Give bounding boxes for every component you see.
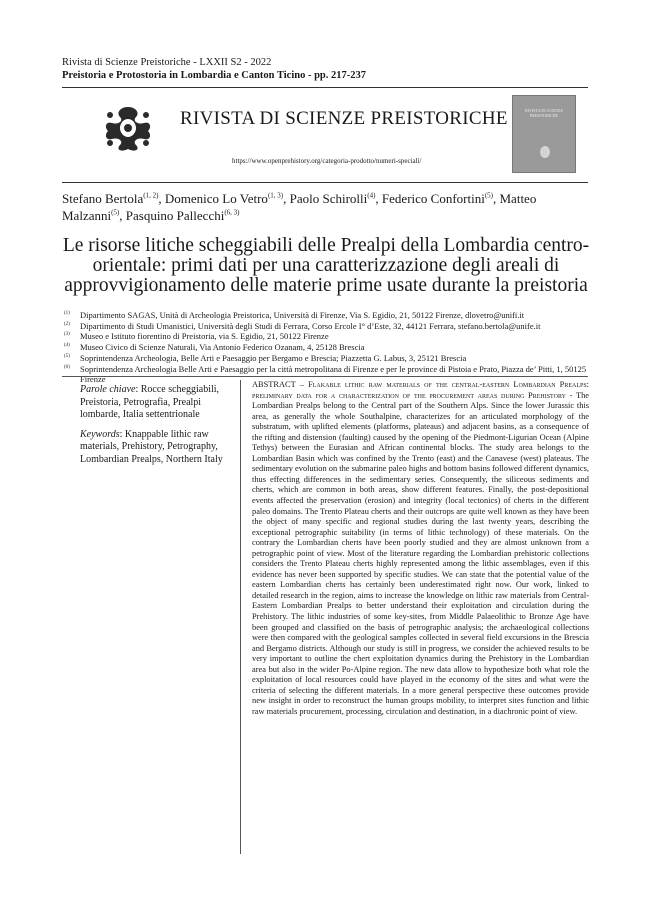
journal-issue-line: Rivista di Scienze Preistoriche - LXXII S2 - 2022 <box>62 57 272 68</box>
journal-masthead-title: RIVISTA DI SCIENZE PREISTORICHE <box>180 108 508 129</box>
abstract-heading: Flakable lithic raw materials of the central-eastern Lombardian Prealps: preliminary data for a characterization of the procurement areas during Prehistory <box>252 380 589 400</box>
italian-keywords: Parole chiave: Rocce scheggiabili, Preistoria, Petrografia, Prealpi lombarde, Italia settentrionale <box>80 384 220 420</box>
affiliation-item: (6) Soprintendenza Archeologia Belle Arti e Paesaggio per la città metropolitana di Firenze e per le province di Pistoia e Prato, Piazza de’ Pitti, 1, 50125 Firenze <box>64 363 587 385</box>
journal-logo-icon <box>100 103 156 153</box>
masthead-divider <box>62 182 588 183</box>
journal-url[interactable]: https://www.openprehistory.org/categoria-prodotto/numeri-speciali/ <box>232 157 422 165</box>
article-title: Le risorse litiche scheggiabili delle Prealpi della Lombardia centro-orientale: primi dati per una caratterizzazione degli areali di approvvigionamento delle materie prime usate durante la preistoria <box>62 235 590 296</box>
column-divider <box>240 380 241 854</box>
author: Domenico Lo Vetro$^{(1, 3)}$, <box>164 191 290 206</box>
abstract: ABSTRACT – Flakable lithic raw materials of the central-eastern Lombardian Prealps: preliminary data for a characterization of the procurement areas during Prehistory - The Lombardian Prealps belong to the Central part of the Southern Alps. Since the lower Jurassic this area, as generally the whole Southalpine, characterizes for an articulated morphology of the substratum, with uplifted elements (platforms, plateaus) and adjacent basins, as a consequence of the rifting and distension (faulting) caused by the opening of the Piedmont-Ligurian Ocean (Alpine Tethys) between the Eurasian and African continental blocks. The study area belongs to the Lombardian Basin which was confined by the Trento (east) and the Canavese (west) plateaus. The sedimentary evolution on the submarine paleo highs and bottom basins followed different dynamics, thus effecting differences in the sedimentary series. Consequently, the siliceous sediments and cherts, which are common in both areas, show different features. Finally, the post-depositional events affected the preservation (erosion) and integrity (local tectonics) of cherts in the different paleo domains. The Trento Plateau cherts and their outcrops are quite well known as they have been the object of many specific and regional studies during the last twenty years, describing the exceptional petrographic suitability (in terms of lithic technology) of these materials. On the contrary the Lombardian cherts have been poorly studied and they are almost unknown from a petrographic point of view. Most of the literature regarding the Lombardian prehistoric collections considers the Trento Plateau cherts highly represented among the lithic assemblages, even if this evidence has never been supported by specific studies. We can state that the potential value of the eastern Lombardian cherts has certainly been underestimated right now. Our work, linked to detailed research in the region, aims to increase the knowledge on lithic raw materials from Central-Eastern Lombardian Prealps to better understand their exploitation and circulation during the Prehistory. The lithic industries of some key-sites, from Middle Palaeolithic to Bronze Age have been grouped and classified on the basis of petrographic analysis; the archaeological collections were then compared with the geological samples collected in several field excursions in the Brescia and Bergamo districts. Although our study is still in progress, we consider the achieved results to be very important to outline the chert exploitation dynamics during the Prehistory in the Lombardian area but also in the wider Po-Alpine region. The new data allow to hypothesize both what role the exploitation of local resources could have played in the economy of the sites and what were the criteria of selecting the different materials. In a more general perspective these outcomes provide new insight in order to reconstruct the human groups mobility, to interpret sites function and lithic raw materials procurement, processing, circulation and destination, in a diachronic point of view. <box>252 380 589 716</box>
affiliation-item: (4) Museo Civico di Scienze Naturali, Via Antonio Federico Ozanam, 4, 25128 Brescia <box>64 342 365 353</box>
affiliation-item: (3) Museo e Istituto fiorentino di Preistoria, via S. Egidio, 21, 50122 Firenze <box>64 331 329 342</box>
affiliation-list <box>62 310 590 385</box>
cover-emblem-icon <box>540 146 550 158</box>
affiliation-item: (1) Dipartimento SAGAS, Unità di Archeologia Preistorica, Università di Firenze, Via S. Egidio, 21, 50122 Firenze, dlovetro@unifi.it <box>64 310 525 320</box>
author-list <box>62 190 590 224</box>
author: Stefano Bertola$^{(1, 2)}$, <box>62 191 165 206</box>
abstract-label: ABSTRACT <box>252 380 296 389</box>
affiliations-divider <box>62 376 588 377</box>
journal-cover-thumbnail <box>512 95 576 173</box>
affiliation-item: (5) Soprintendenza Archeologia, Belle Arti e Paesaggio per Bergamo e Brescia; Piazzetta G. Labus, 3, 25121 Brescia <box>64 352 467 363</box>
author: Matteo Malzanni$^{(5)}$, <box>62 191 537 223</box>
cover-title: RIVISTA DI SCIENZE PREISTORICHE <box>525 108 563 118</box>
author: Pasquino Pallecchi$^{(6, 3)}$ <box>125 208 240 223</box>
author: Federico Confortini$^{(5)}$, <box>381 191 500 206</box>
english-keywords: Keywords: Knappable lithic raw materials, Prehistory, Petrography, Lombardian Prealps, Northern Italy <box>80 428 223 465</box>
abstract-body: - The Lombardian Prealps belong to the Central part of the Southern Alps. Since the lower Jurassic this area, as generally the whole Southalpine, characterizes for an articulated morphology of the substratum, with uplifted elements (platforms, plateaus) and adjacent basins, as a consequence of the rifting and distension (faulting) caused by the opening of the Piedmont-Ligurian Ocean (Alpine Tethys) between the Eurasian and African continental blocks. The study area belongs to the Lombardian Basin which was confined by the Trento (east) and the Canavese (west) plateaus. The sedimentary evolution on the submarine paleo highs and bottom basins followed different dynamics, thus effecting differences in the sedimentary series. Consequently, the siliceous sediments and cherts, which are common in both areas, show different features. Finally, the post-depositional events affected the preservation (erosion) and integrity (local tectonics) of cherts in the different paleo domains. The Trento Plateau cherts and their outcrops are quite well known as they have been the object of many specific and regional studies during the last twenty years, describing the exceptional petrographic suitability (in terms of lithic technology) of these materials. On the contrary the Lombardian cherts have been poorly studied and they are almost unknown from a petrographic point of view. Most of the literature regarding the Lombardian prehistoric collections considers the Trento Plateau cherts highly represented among the lithic assemblages, even if this evidence has never been supported by specific studies. We can state that the potential value of the eastern Lombardian cherts has certainly been underestimated right now. Our work, linked to detailed research in the region, aims to increase the knowledge on lithic raw materials from Central-Eastern Lombardian Prealps to better understand their exploitation and circulation during the Prehistory. The lithic industries of some key-sites, from Middle Palaeolithic to Bronze Age have been grouped and classified on the basis of petrographic analysis; the archaeological collections were then compared with the geological samples collected in several field excursions in the Brescia and Bergamo districts. Although our study is still in progress, we consider the achieved results to be very important to outline the chert exploitation dynamics during the Prehistory in the Lombardian area but also in the wider Po-Alpine region. The new data allow to hypothesize both what role the exploitation of local resources could have played in the economy of the sites and what were the criteria of selecting the different materials. In a more general perspective these outcomes provide new insight in order to reconstruct the human groups mobility, to interpret sites function and lithic raw materials procurement, processing, circulation and destination, in a diachronic point of view. <box>252 390 589 716</box>
header-divider <box>62 87 588 88</box>
author: Paolo Schirolli$^{(4)}$, <box>289 191 382 206</box>
issue-title-line: Preistoria e Protostoria in Lombardia e Canton Ticino - pp. 217-237 <box>62 70 367 81</box>
keywords-column <box>80 384 230 473</box>
affiliation-item: (2) Dipartimento di Studi Umanistici, Università degli Studi di Ferrara, Corso Ercole I° d’Este, 32, 44121 Ferrara, stefano.bertola@unife.it <box>64 320 541 331</box>
